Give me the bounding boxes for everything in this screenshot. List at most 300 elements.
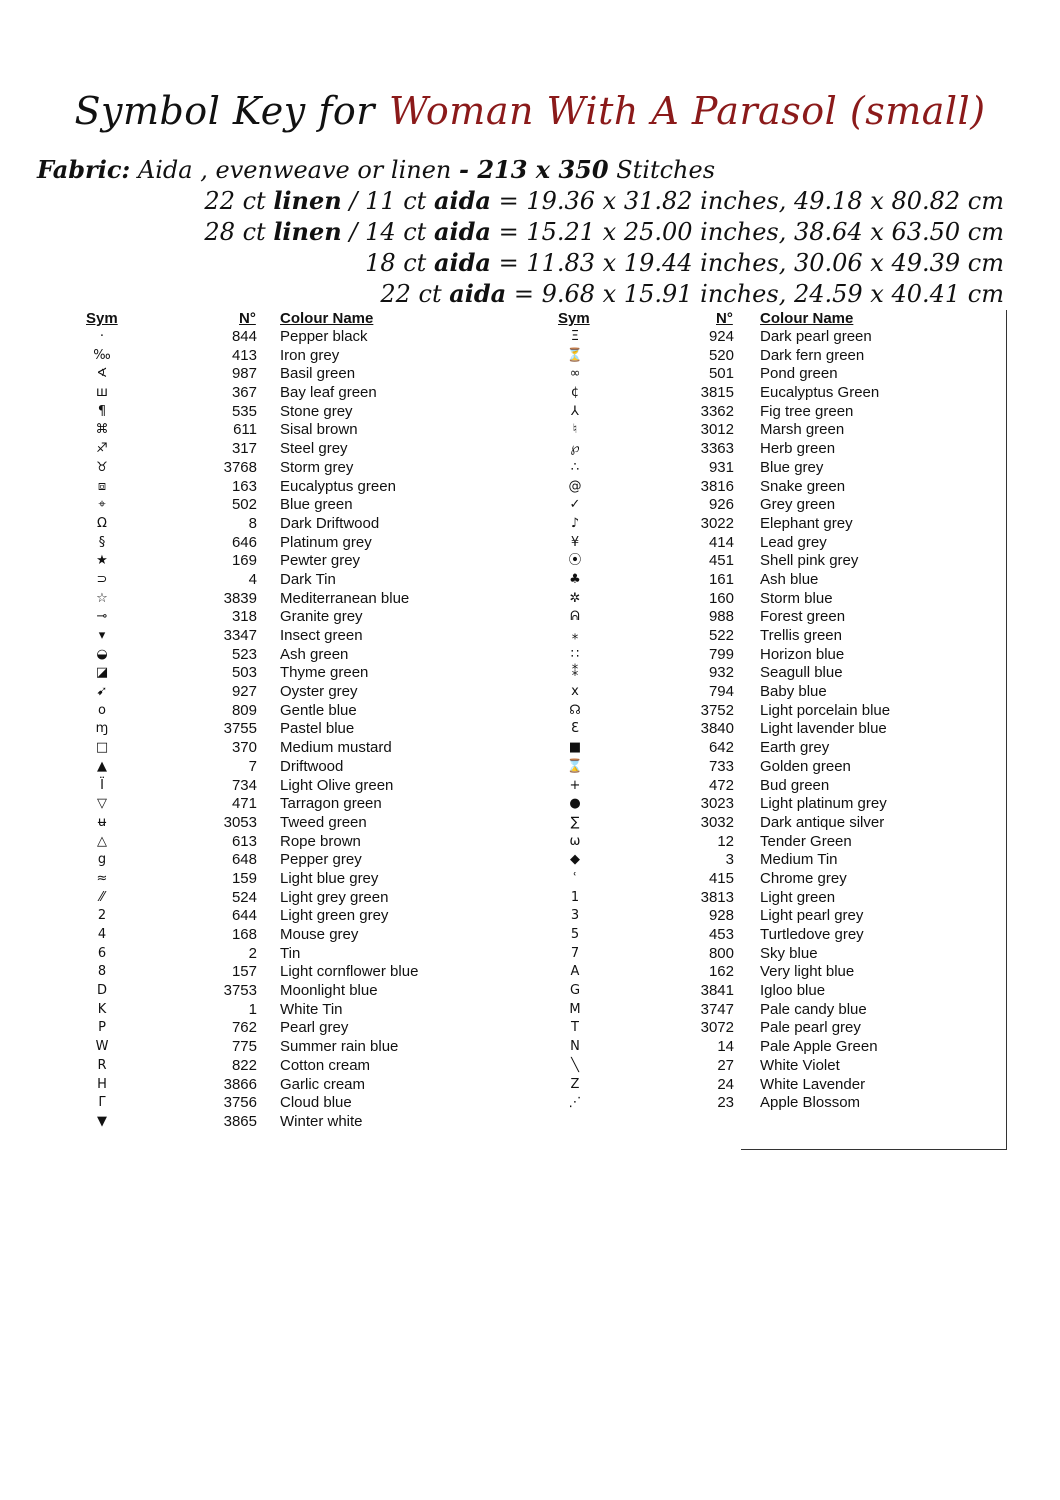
symbol: N (570, 1039, 580, 1055)
symbol: ∢ (96, 366, 108, 382)
size-a: 22 ct (380, 280, 450, 308)
column-header (0, 309, 1000, 328)
size-c: = 19.36 x 31.82 inches, 49.18 x 80.82 cm (490, 187, 1004, 215)
floss-number: 317 (231, 440, 257, 458)
symbol: ▼ (97, 1113, 107, 1129)
title-lead: Symbol Key for (74, 89, 375, 133)
symbol: G (569, 983, 581, 999)
floss-number: 502 (231, 496, 257, 514)
floss-number: 3053 (223, 813, 257, 831)
symbol: ⁑ (571, 665, 579, 681)
colour-name: Tin (280, 944, 301, 962)
floss-number: 520 (708, 346, 734, 364)
colour-name: White Lavender (760, 1075, 866, 1093)
table-row (0, 347, 1000, 366)
floss-number: 7 (248, 757, 257, 775)
floss-number: 932 (708, 664, 734, 682)
colour-name: Winter white (280, 1112, 363, 1130)
symbol: ʿ (573, 870, 577, 886)
symbol: Ϊ (100, 777, 104, 793)
table-row (0, 664, 1000, 683)
fabric-label: Fabric: (37, 155, 131, 184)
symbol: ☆ (96, 590, 108, 606)
colour-name: Marsh green (760, 421, 845, 439)
floss-number: 3022 (700, 514, 734, 532)
colour-name: Trellis green (760, 627, 842, 644)
symbol: ∴ (570, 459, 580, 475)
symbol: ‰ (93, 347, 111, 363)
table-row (0, 758, 1000, 777)
colour-name: Driftwood (280, 757, 344, 775)
floss-number: 3362 (700, 402, 734, 420)
floss-number: 3815 (700, 384, 734, 402)
colour-name: Sky blue (760, 944, 818, 962)
symbol: ɱ (95, 721, 109, 737)
size-a: 22 ct (204, 187, 274, 215)
table-row (0, 590, 1000, 609)
colour-name: Pastel blue (280, 720, 355, 738)
colour-name: Pale Apple Green (760, 1038, 878, 1056)
table-row (0, 608, 1000, 627)
colour-name: Garlic cream (280, 1075, 366, 1093)
symbol: ℘ (570, 441, 580, 457)
table-row (0, 1038, 1000, 1057)
symbol: · (99, 329, 105, 344)
colour-name: Sisal brown (280, 421, 358, 439)
floss-number: 414 (708, 533, 734, 551)
size-c: = 9.68 x 15.91 inches, 24.59 x 40.41 cm (506, 280, 1004, 308)
colour-name: Steel grey (280, 440, 348, 458)
floss-number: 931 (708, 458, 734, 476)
floss-number: 3755 (223, 720, 257, 738)
size-b: / 14 ct (341, 218, 434, 246)
colour-name: Light lavender blue (760, 720, 887, 738)
colour-name: Snake green (760, 477, 846, 495)
floss-number: 928 (708, 907, 734, 925)
colour-name: Tarragon green (280, 795, 382, 813)
floss-number: 535 (231, 402, 257, 420)
floss-number: 613 (231, 832, 257, 850)
symbol: □ (95, 740, 109, 756)
colour-name: Pepper black (280, 328, 368, 345)
colour-name: Very light blue (760, 963, 855, 981)
symbol: § (98, 534, 106, 550)
table-border-right (1006, 310, 1007, 1150)
colour-name: Oyster grey (280, 683, 358, 701)
table-row (0, 646, 1000, 665)
table-row (0, 440, 1000, 459)
floss-number: 163 (231, 477, 257, 495)
symbol: K (97, 1001, 107, 1017)
floss-number: 927 (231, 683, 257, 701)
colour-name: Apple Blossom (760, 1094, 861, 1112)
size-a: 18 ct (365, 249, 434, 277)
floss-number: 27 (717, 1056, 734, 1074)
floss-number: 168 (231, 926, 257, 943)
symbol: ▲ (97, 758, 107, 774)
colour-name: Cotton cream (280, 1056, 371, 1074)
symbol: ★ (96, 553, 108, 569)
table-row (0, 328, 1000, 347)
symbol: Ω (97, 515, 107, 531)
colour-name: Summer rain blue (280, 1038, 399, 1056)
symbol: o (98, 702, 106, 718)
symbol: R (97, 1057, 107, 1073)
floss-number: 8 (248, 514, 257, 532)
colour-name: Light platinum grey (760, 795, 887, 813)
symbol: ● (569, 796, 581, 812)
symbol: 3 (570, 908, 580, 924)
colour-name: Thyme green (280, 664, 369, 682)
floss-number: 522 (708, 627, 734, 644)
table-row (0, 945, 1000, 964)
symbol: ∑ (570, 814, 580, 830)
colour-name: Lead grey (760, 533, 827, 551)
table-row (0, 833, 1000, 852)
symbol: Γ (98, 1095, 106, 1111)
colour-name: Ash blue (760, 570, 819, 588)
colour-name: White Tin (280, 1000, 343, 1018)
table-row (0, 534, 1000, 553)
colour-name: Moonlight blue (280, 982, 378, 1000)
floss-number: 2 (248, 944, 257, 962)
symbol: ш (96, 385, 108, 401)
floss-number: 3841 (700, 982, 734, 1000)
symbol: ⊸ (96, 609, 108, 625)
header-sym: Sym (558, 310, 590, 327)
colour-name: Storm grey (280, 458, 354, 476)
header-number: N° (239, 310, 256, 327)
symbol: M (569, 1001, 581, 1017)
table-row (0, 421, 1000, 440)
size-ab: linen (273, 186, 342, 215)
symbol: ▾ (98, 628, 106, 643)
colour-name: Blue green (280, 496, 353, 514)
floss-number: 3813 (700, 888, 734, 906)
symbol: ∞ (569, 366, 581, 382)
floss-number: 503 (231, 664, 257, 682)
colour-name: Dark pearl green (760, 328, 872, 345)
symbol: ╲ (571, 1057, 579, 1073)
floss-number: 3756 (223, 1094, 257, 1112)
floss-number: 453 (708, 926, 734, 943)
table-row (0, 814, 1000, 833)
size-line (204, 247, 1004, 278)
colour-name: Baby blue (760, 683, 827, 701)
colour-name: Pale pearl grey (760, 1019, 861, 1037)
symbol: ➹ (96, 684, 108, 700)
colour-name: Insect green (280, 627, 363, 644)
floss-number: 3816 (700, 477, 734, 495)
colour-name: Light cornflower blue (280, 963, 419, 981)
floss-number: 775 (231, 1038, 257, 1056)
symbol: ◒ (96, 646, 108, 662)
symbol: ♉ (96, 459, 108, 475)
symbol-column-right (0, 309, 1000, 1113)
colour-name: Gentle blue (280, 701, 357, 719)
table-row (0, 478, 1000, 497)
stitch-unit: Stitches (608, 156, 716, 184)
table-row (0, 1094, 1000, 1113)
floss-number: 734 (231, 776, 257, 794)
header-sym: Sym (86, 310, 118, 327)
page-title (0, 89, 1060, 133)
symbol: ◪ (95, 665, 109, 681)
colour-name: Forest green (760, 608, 846, 626)
symbol: A (570, 964, 580, 980)
symbol: P (98, 1020, 106, 1036)
symbol: 1 (570, 889, 580, 905)
colour-name: Light blue grey (280, 869, 379, 887)
floss-number: 844 (231, 328, 257, 345)
size-a: 28 ct (204, 218, 274, 246)
colour-name: Stone grey (280, 402, 353, 420)
colour-name: Pepper grey (280, 851, 362, 869)
colour-name: Dark antique silver (760, 813, 885, 831)
floss-number: 501 (708, 365, 734, 383)
symbol: ♣ (569, 571, 581, 587)
symbol: W (95, 1039, 109, 1055)
table-row (0, 384, 1000, 403)
floss-number: 367 (231, 384, 257, 402)
colour-name: Light porcelain blue (760, 701, 891, 719)
size-line (204, 185, 1004, 216)
floss-number: 23 (717, 1094, 734, 1112)
floss-number: 14 (717, 1038, 734, 1056)
floss-number: 12 (717, 832, 734, 850)
size-ab: aida (449, 279, 507, 308)
table-row (0, 1019, 1000, 1038)
floss-number: 24 (717, 1075, 734, 1093)
floss-number: 3747 (700, 1000, 734, 1018)
symbol: ⧈ (97, 478, 107, 494)
table-row (0, 459, 1000, 478)
symbol: ⁎ (571, 628, 579, 643)
size-c: = 11.83 x 19.44 inches, 30.06 x 49.39 cm (490, 249, 1004, 277)
floss-number: 809 (231, 701, 257, 719)
symbol: Ɛ (571, 721, 579, 737)
size-bb: aida (433, 217, 491, 246)
table-row (0, 795, 1000, 814)
symbol: H (97, 1076, 107, 1092)
floss-number: 3752 (700, 701, 734, 719)
colour-name: Light grey green (280, 888, 389, 906)
colour-name: Earth grey (760, 739, 830, 757)
table-row (0, 627, 1000, 646)
header-colour-name: Colour Name (760, 310, 854, 327)
symbol: 7 (570, 945, 580, 961)
floss-number: 642 (708, 739, 734, 757)
symbol: ♪ (570, 515, 580, 531)
symbol: g (97, 852, 107, 868)
table-row (0, 1057, 1000, 1076)
colour-name: Bud green (760, 776, 830, 794)
table-row (0, 496, 1000, 515)
colour-name: Iron grey (280, 346, 340, 364)
floss-number: 3768 (223, 458, 257, 476)
symbol: T (571, 1020, 579, 1036)
symbol: ■ (568, 740, 582, 756)
floss-number: 1 (248, 1000, 257, 1018)
symbol: △ (97, 833, 107, 849)
symbol: ¶ (97, 403, 107, 419)
floss-number: 160 (708, 589, 734, 607)
fabric-line (37, 154, 715, 186)
table-row (0, 1001, 1000, 1020)
symbol: ¥ (570, 534, 580, 550)
size-list (204, 185, 1004, 309)
floss-number: 169 (231, 552, 257, 570)
floss-number: 794 (708, 683, 734, 701)
colour-name: Igloo blue (760, 982, 826, 1000)
floss-number: 157 (231, 963, 257, 981)
symbol: ≈ (96, 870, 108, 886)
symbol: ⋰ (568, 1095, 582, 1111)
floss-number: 648 (231, 851, 257, 869)
floss-number: 988 (708, 608, 734, 626)
colour-name: Pewter grey (280, 552, 361, 570)
symbol: ⅄ (571, 403, 579, 419)
symbol: 5 (570, 927, 580, 942)
colour-name: Ash green (280, 645, 349, 663)
symbol: 8 (97, 964, 107, 980)
size-bb: aida (433, 186, 491, 215)
floss-number: 644 (231, 907, 257, 925)
size-c: = 15.21 x 25.00 inches, 38.64 x 63.50 cm (490, 218, 1004, 246)
header-colour-name: Colour Name (280, 310, 374, 327)
symbol: ⌖ (98, 497, 106, 513)
symbol: ♮ (572, 422, 578, 438)
colour-name: Basil green (280, 365, 356, 383)
colour-name: Mouse grey (280, 926, 359, 943)
floss-number: 3023 (700, 795, 734, 813)
table-row (0, 571, 1000, 590)
colour-name: Seagull blue (760, 664, 843, 682)
symbol: ᕱ (570, 609, 580, 625)
colour-name: Storm blue (760, 589, 833, 607)
symbol: ʉ (97, 814, 107, 830)
table-row (0, 1113, 530, 1132)
floss-number: 822 (231, 1056, 257, 1074)
table-row (0, 515, 1000, 534)
symbol: ✲ (569, 590, 581, 606)
floss-number: 799 (708, 645, 734, 663)
colour-name: Fig tree green (760, 402, 854, 420)
colour-name: Pond green (760, 365, 838, 383)
colour-name: Dark fern green (760, 346, 865, 364)
size-b: / 11 ct (341, 187, 434, 215)
table-row (0, 777, 1000, 796)
symbol: ⊃ (96, 571, 108, 587)
table-row (0, 683, 1000, 702)
stitch-count: 213 x 350 (477, 155, 609, 184)
floss-number: 161 (708, 570, 734, 588)
floss-number: 3072 (700, 1019, 734, 1037)
colour-name: Cloud blue (280, 1094, 352, 1112)
symbol: ⌘ (95, 422, 109, 438)
colour-name: Pale candy blue (760, 1000, 867, 1018)
colour-name: Dark Tin (280, 570, 336, 588)
colour-name: Elephant grey (760, 514, 853, 532)
symbol: ¢ (570, 385, 580, 401)
floss-number: 800 (708, 944, 734, 962)
symbol: Ξ (570, 329, 580, 344)
floss-number: 159 (231, 869, 257, 887)
symbol: ⦿ (568, 553, 582, 569)
floss-number: 523 (231, 645, 257, 663)
table-row (0, 1076, 1000, 1095)
floss-number: 733 (708, 757, 734, 775)
size-line (204, 216, 1004, 247)
colour-name: Horizon blue (760, 645, 845, 663)
table-row (0, 926, 1000, 945)
floss-number: 3753 (223, 982, 257, 1000)
colour-name: Platinum grey (280, 533, 372, 551)
symbol: Z (570, 1076, 580, 1092)
floss-number: 924 (708, 328, 734, 345)
colour-name: Light pearl grey (760, 907, 864, 925)
colour-name: Bay leaf green (280, 384, 377, 402)
symbol: ▽ (97, 796, 107, 812)
size-ab: linen (273, 217, 342, 246)
table-row (0, 963, 1000, 982)
colour-name: Shell pink grey (760, 552, 859, 570)
symbol: + (569, 777, 581, 793)
floss-number: 3347 (223, 627, 257, 644)
floss-number: 3865 (223, 1112, 257, 1130)
floss-number: 3839 (223, 589, 257, 607)
table-row (0, 889, 1000, 908)
colour-name: Tender Green (760, 832, 852, 850)
floss-number: 471 (231, 795, 257, 813)
floss-number: 646 (231, 533, 257, 551)
size-line (204, 278, 1004, 309)
floss-number: 472 (708, 776, 734, 794)
colour-name: Medium Tin (760, 851, 838, 869)
colour-name: Eucalyptus Green (760, 384, 880, 402)
colour-name: Dark Driftwood (280, 514, 380, 532)
colour-name: Grey green (760, 496, 836, 514)
floss-number: 3032 (700, 813, 734, 831)
symbol: D (96, 983, 107, 999)
symbol: ω (569, 833, 581, 849)
floss-number: 318 (231, 608, 257, 626)
symbol: @ (568, 478, 582, 494)
size-ab: aida (433, 248, 491, 277)
floss-number: 611 (233, 421, 257, 439)
colour-name: Pearl grey (280, 1019, 349, 1037)
floss-number: 3363 (700, 440, 734, 458)
floss-number: 413 (231, 346, 257, 364)
table-row (0, 720, 1000, 739)
colour-name: Tweed green (280, 813, 367, 831)
table-row (0, 982, 1000, 1001)
floss-number: 3866 (223, 1075, 257, 1093)
table-row (0, 870, 1000, 889)
colour-name: Mediterranean blue (280, 589, 410, 607)
table-row (0, 851, 1000, 870)
floss-number: 3 (725, 851, 734, 869)
fabric-dash: - (459, 155, 478, 184)
colour-name: Light Olive green (280, 776, 394, 794)
symbol: ♐ (96, 441, 108, 457)
floss-number: 987 (231, 365, 257, 383)
symbol: ⏳ (566, 347, 584, 363)
floss-number: 3840 (700, 720, 734, 738)
fabric-text: Aida , evenweave or linen (130, 156, 460, 184)
floss-number: 524 (231, 888, 257, 906)
colour-name: Eucalyptus green (280, 477, 396, 495)
